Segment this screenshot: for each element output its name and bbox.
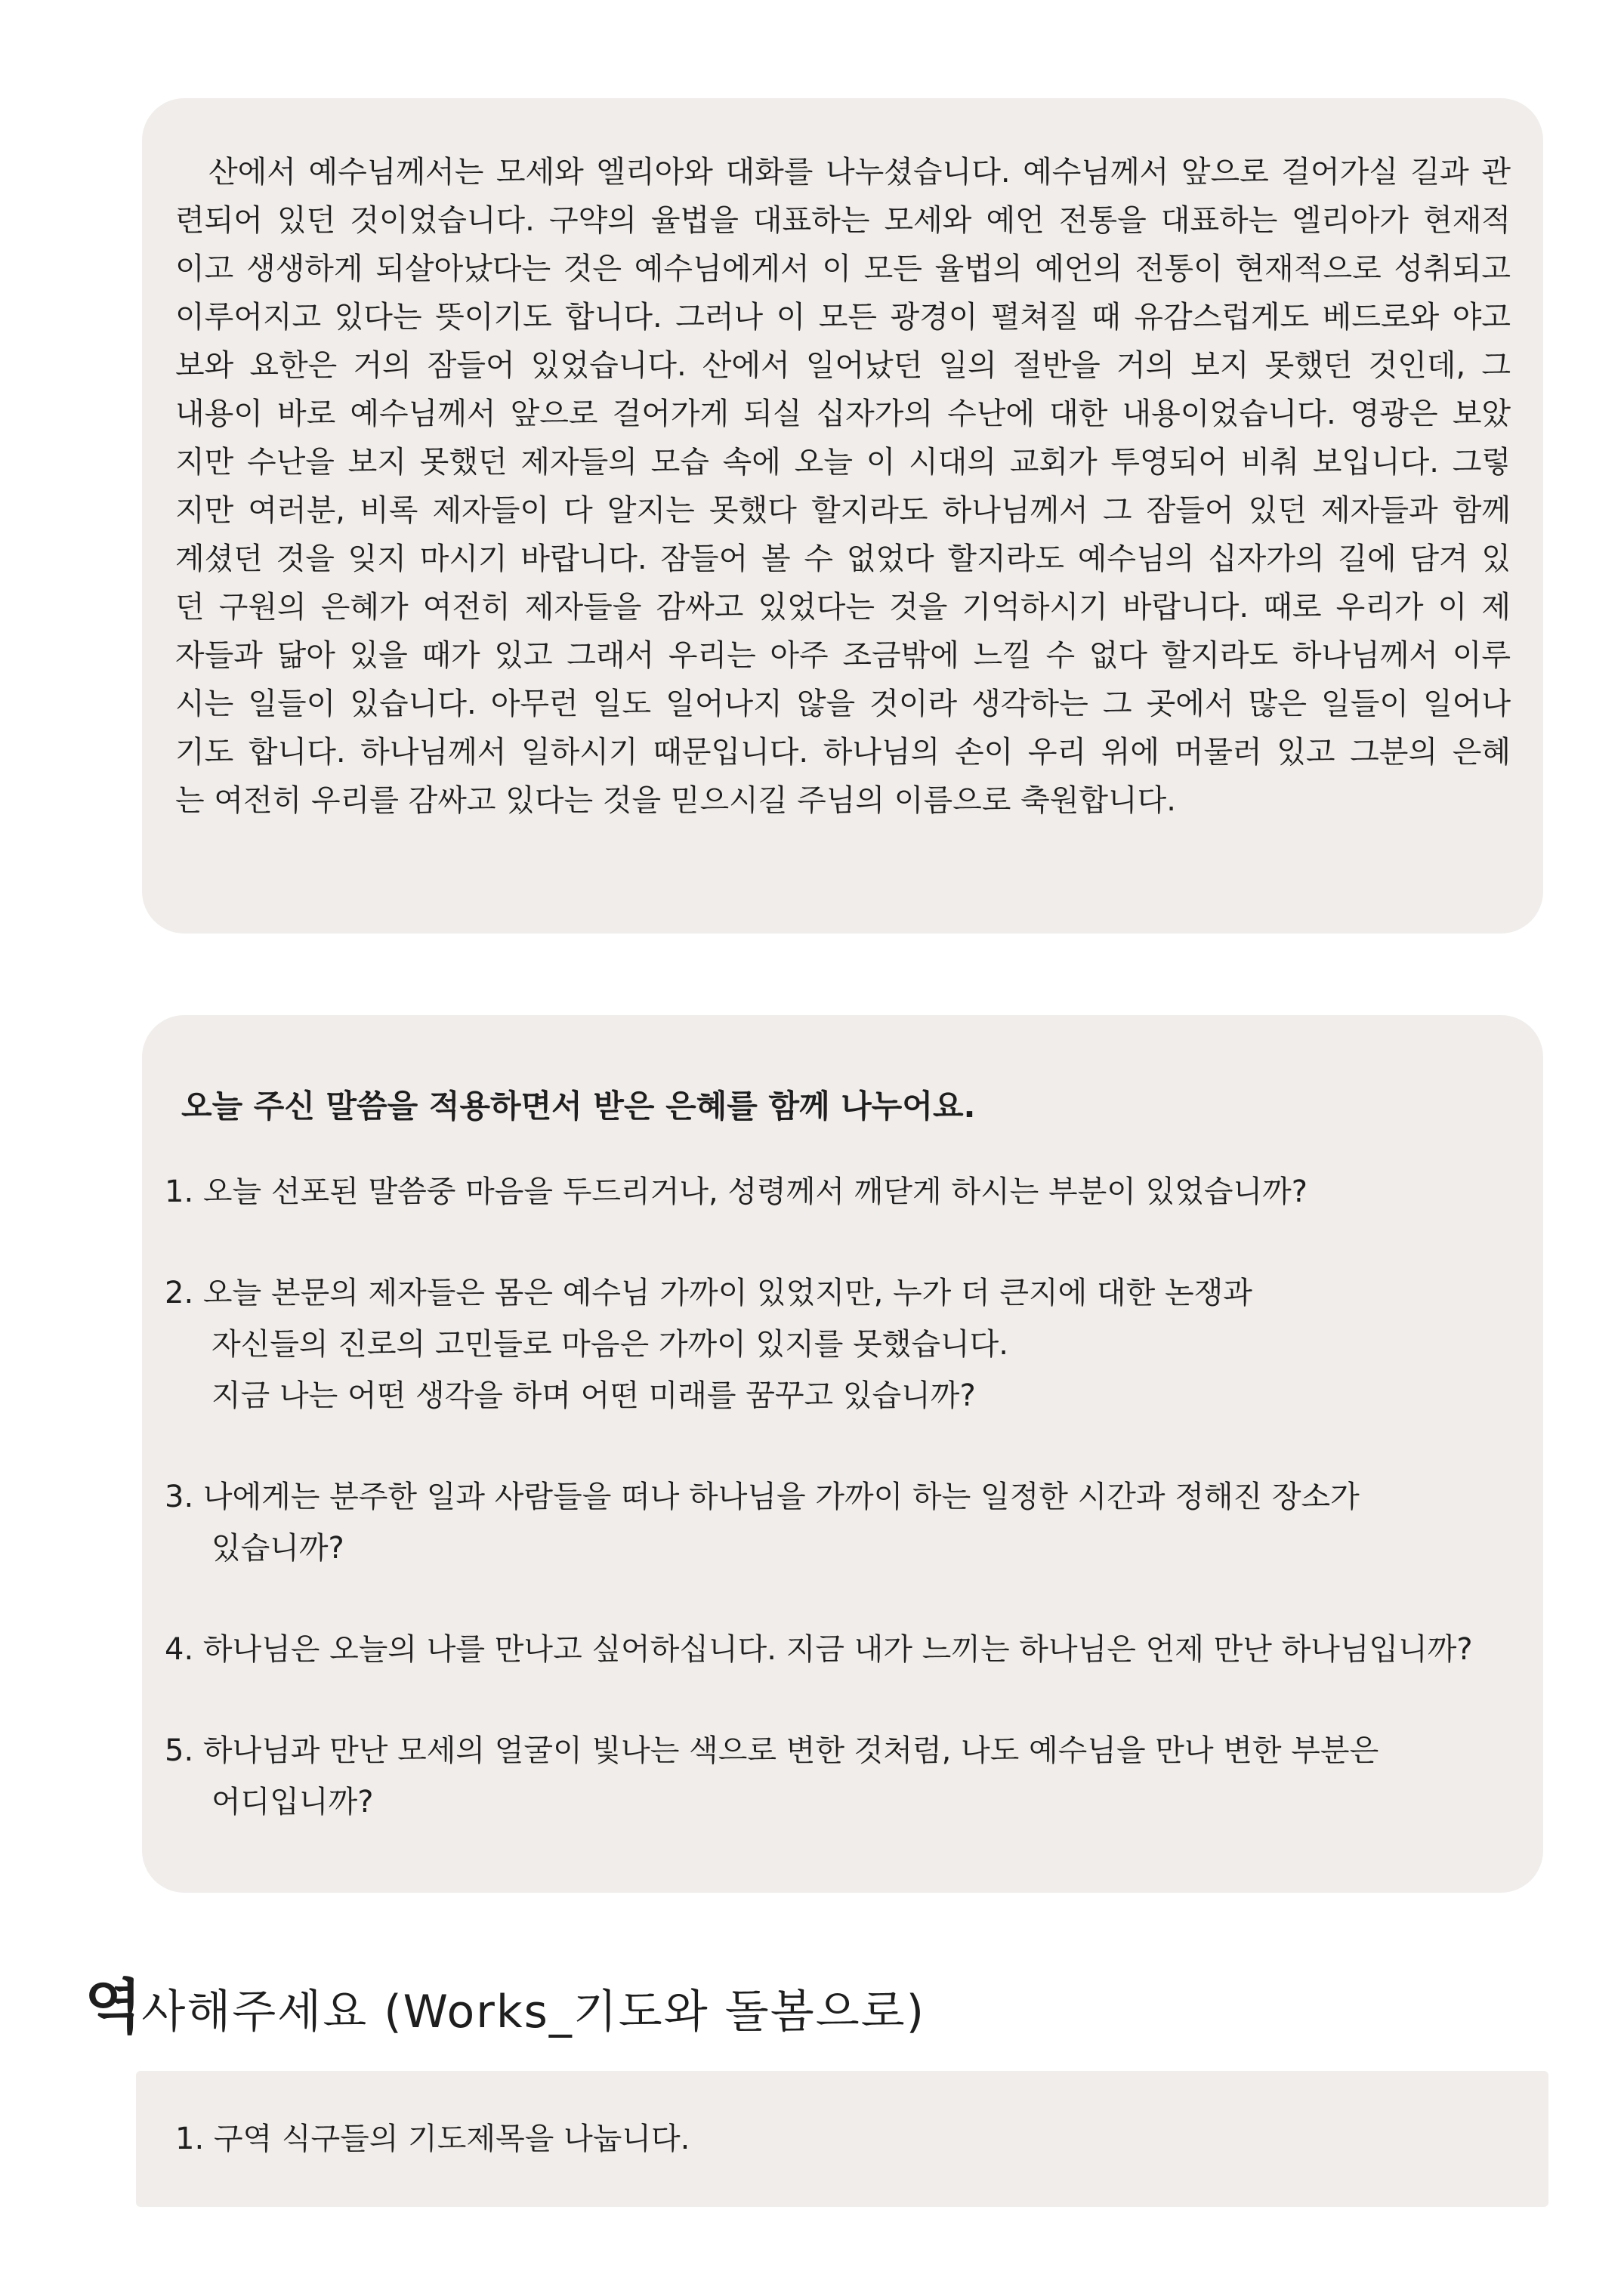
question-3-cont: 있습니까? <box>211 1531 344 1566</box>
sermon-line: 이루어지고 있다는 뜻이기도 합니다. 그러나 이 모든 광경이 펼쳐질 때 유감스럽게도 베드로와 야고 <box>175 300 1511 335</box>
question-2-cont: 지금 나는 어떤 생각을 하며 어떤 미래를 꿈꾸고 있습니까? <box>211 1378 976 1413</box>
sermon-line: 계셨던 것을 잊지 마시기 바랍니다. 잠들어 볼 수 없었다 할지라도 예수님의 십자가의 길에 담겨 있 <box>175 542 1511 576</box>
sermon-line: 시는 일들이 있습니다. 아무런 일도 일어나지 않을 것이라 생각하는 그 곳에서 많은 일들이 일어나 <box>175 687 1511 721</box>
sermon-line: 는 여전히 우리를 감싸고 있다는 것을 믿으시길 주님의 이름으로 축원합니다. <box>175 783 1176 818</box>
section-title-initial: 역 <box>85 1974 142 2041</box>
questions-box <box>142 1015 1543 1893</box>
sermon-line: 산에서 예수님께서는 모세와 엘리아와 대화를 나누셨습니다. 예수님께서 앞으로 걸어가실 길과 관 <box>208 155 1511 190</box>
section-title <box>85 1960 925 2045</box>
prayer-item-1: 1. 구역 식구들의 기도제목을 나눕니다. <box>175 2122 690 2156</box>
question-2: 2. 오늘 본문의 제자들은 몸은 예수님 가까이 있었지만, 누가 더 큰지에 대한 논쟁과 <box>165 1276 1252 1310</box>
questions-heading: 오늘 주신 말씀을 적용하면서 받은 은혜를 함께 나누어요. <box>181 1088 976 1125</box>
prayer-box <box>136 2071 1548 2207</box>
sermon-box <box>142 98 1543 934</box>
sermon-line: 내용이 바로 예수님께서 앞으로 걸어가게 되실 십자가의 수난에 대한 내용이었습니다. 영광은 보았 <box>175 397 1511 431</box>
question-5-cont: 어디입니까? <box>211 1785 374 1819</box>
sermon-line: 자들과 닮아 있을 때가 있고 그래서 우리는 아주 조금밖에 느낄 수 없다 할지라도 하나님께서 이루 <box>175 638 1511 673</box>
sermon-line: 련되어 있던 것이었습니다. 구약의 율법을 대표하는 모세와 예언 전통을 대표하는 엘리아가 현재적 <box>175 203 1511 238</box>
question-5: 5. 하나님과 만난 모세의 얼굴이 빛나는 색으로 변한 것처럼, 나도 예수님을 만나 변한 부분은 <box>165 1733 1379 1768</box>
sermon-line: 지만 여러분, 비록 제자들이 다 알지는 못했다 할지라도 하나님께서 그 잠들어 있던 제자들과 함께 <box>175 493 1511 528</box>
sermon-line: 지만 수난을 보지 못했던 제자들의 모습 속에 오늘 이 시대의 교회가 투영되어 비춰 보입니다. 그렇 <box>175 445 1511 480</box>
question-4: 4. 하나님은 오늘의 나를 만나고 싶어하십니다. 지금 내가 느끼는 하나님은 언제 만난 하나님입니까? <box>165 1632 1473 1667</box>
question-2-cont: 자신들의 진로의 고민들로 마음은 가까이 있지를 못했습니다. <box>211 1327 1009 1362</box>
sermon-line: 보와 요한은 거의 잠들어 있었습니다. 산에서 일어났던 일의 절반을 거의 보지 못했던 것인데, 그 <box>175 348 1511 383</box>
section-title-rest: 사해주세요 (Works_기도와 돌봄으로) <box>141 1986 926 2038</box>
sermon-line: 기도 합니다. 하나님께서 일하시기 때문입니다. 하나님의 손이 우리 위에 머물러 있고 그분의 은혜 <box>175 735 1511 770</box>
question-1: 1. 오늘 선포된 말씀중 마음을 두드리거나, 성령께서 깨닫게 하시는 부분이 있었습니까? <box>165 1174 1308 1209</box>
sermon-line: 이고 생생하게 되살아났다는 것은 예수님에게서 이 모든 율법의 예언의 전통이 현재적으로 성취되고 <box>175 252 1511 286</box>
question-3: 3. 나에게는 분주한 일과 사람들을 떠나 하나님을 가까이 하는 일정한 시간과 정해진 장소가 <box>165 1480 1360 1514</box>
sermon-line: 던 구원의 은혜가 여전히 제자들을 감싸고 있었다는 것을 기억하시기 바랍니다. 때로 우리가 이 제 <box>175 590 1511 625</box>
